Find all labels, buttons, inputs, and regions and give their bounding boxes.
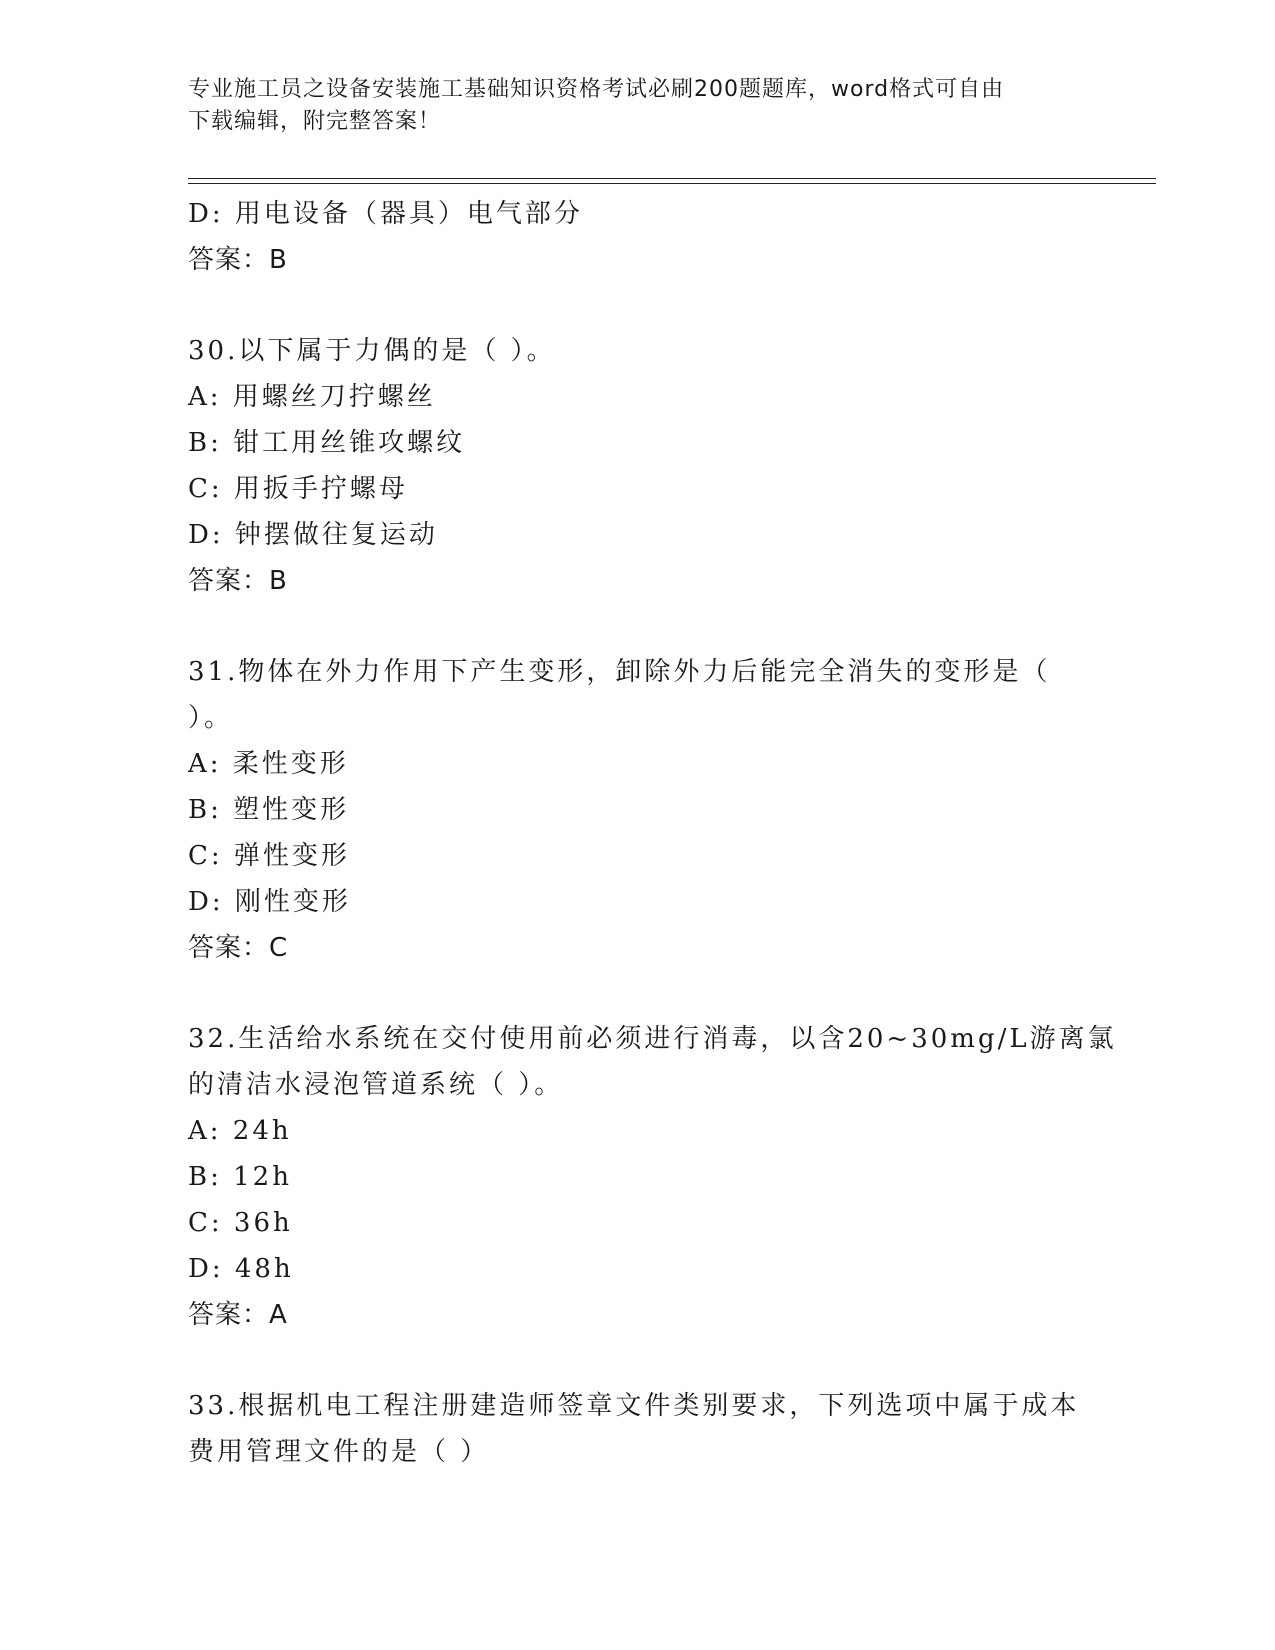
answer-line: 答案：B xyxy=(188,566,288,596)
option-b: B: 12h xyxy=(188,1162,292,1192)
question-stem-line-2: 的清洁水浸泡管道系统（ ）。 xyxy=(188,1070,564,1100)
option-d: D: 48h xyxy=(188,1254,294,1284)
question-stem: 30.以下属于力偶的是（ ）。 xyxy=(188,336,556,366)
prev-question-block xyxy=(188,191,1088,283)
spacer xyxy=(188,1338,1088,1383)
answer-line: 答案：C xyxy=(188,933,289,963)
option-c: C: 36h xyxy=(188,1208,293,1238)
header-divider-top xyxy=(188,178,1156,179)
spacer xyxy=(188,971,1088,1016)
option-d: D: 刚性变形 xyxy=(188,887,351,917)
question-stem-line-2: 费用管理文件的是（ ） xyxy=(188,1437,490,1467)
option-a: A: 柔性变形 xyxy=(188,749,349,779)
document-header xyxy=(188,74,1068,138)
question-stem-line-2: ）。 xyxy=(188,703,234,733)
option-a: A: 24h xyxy=(188,1116,292,1146)
option-b: B: 塑性变形 xyxy=(188,795,350,825)
question-stem-line-1: 31.物体在外力作用下产生变形，卸除外力后能完全消失的变形是（ xyxy=(188,657,1051,687)
question-32 xyxy=(188,1016,1117,1338)
question-33 xyxy=(188,1383,1088,1475)
option-c: C: 用扳手拧螺母 xyxy=(188,474,408,504)
answer-line: 答案：A xyxy=(188,1300,288,1330)
header-line-2: 下载编辑，附完整答案！ xyxy=(188,109,442,134)
spacer xyxy=(188,283,1088,328)
question-31 xyxy=(188,649,1088,971)
option-c: C: 弹性变形 xyxy=(188,841,350,871)
option-d: D: 用电设备（器具）电气部分 xyxy=(188,199,583,229)
spacer xyxy=(188,604,1088,649)
question-content xyxy=(188,191,1117,1475)
question-30 xyxy=(188,328,1088,604)
question-stem-line-1: 33.根据机电工程注册建造师签章文件类别要求，下列选项中属于成本 xyxy=(188,1391,1080,1421)
option-a: A: 用螺丝刀拧螺丝 xyxy=(188,382,436,412)
header-line-1: 专业施工员之设备安装施工基础知识资格考试必刷200题题库，word格式可自由 xyxy=(188,77,1005,102)
question-stem-line-1: 32.生活给水系统在交付使用前必须进行消毒，以含20~30mg/L游离氯 xyxy=(188,1024,1117,1054)
option-b: B: 钳工用丝锥攻螺纹 xyxy=(188,428,466,458)
option-d: D: 钟摆做往复运动 xyxy=(188,520,438,550)
header-divider-bottom xyxy=(188,183,1156,184)
answer-line: 答案：B xyxy=(188,245,288,275)
